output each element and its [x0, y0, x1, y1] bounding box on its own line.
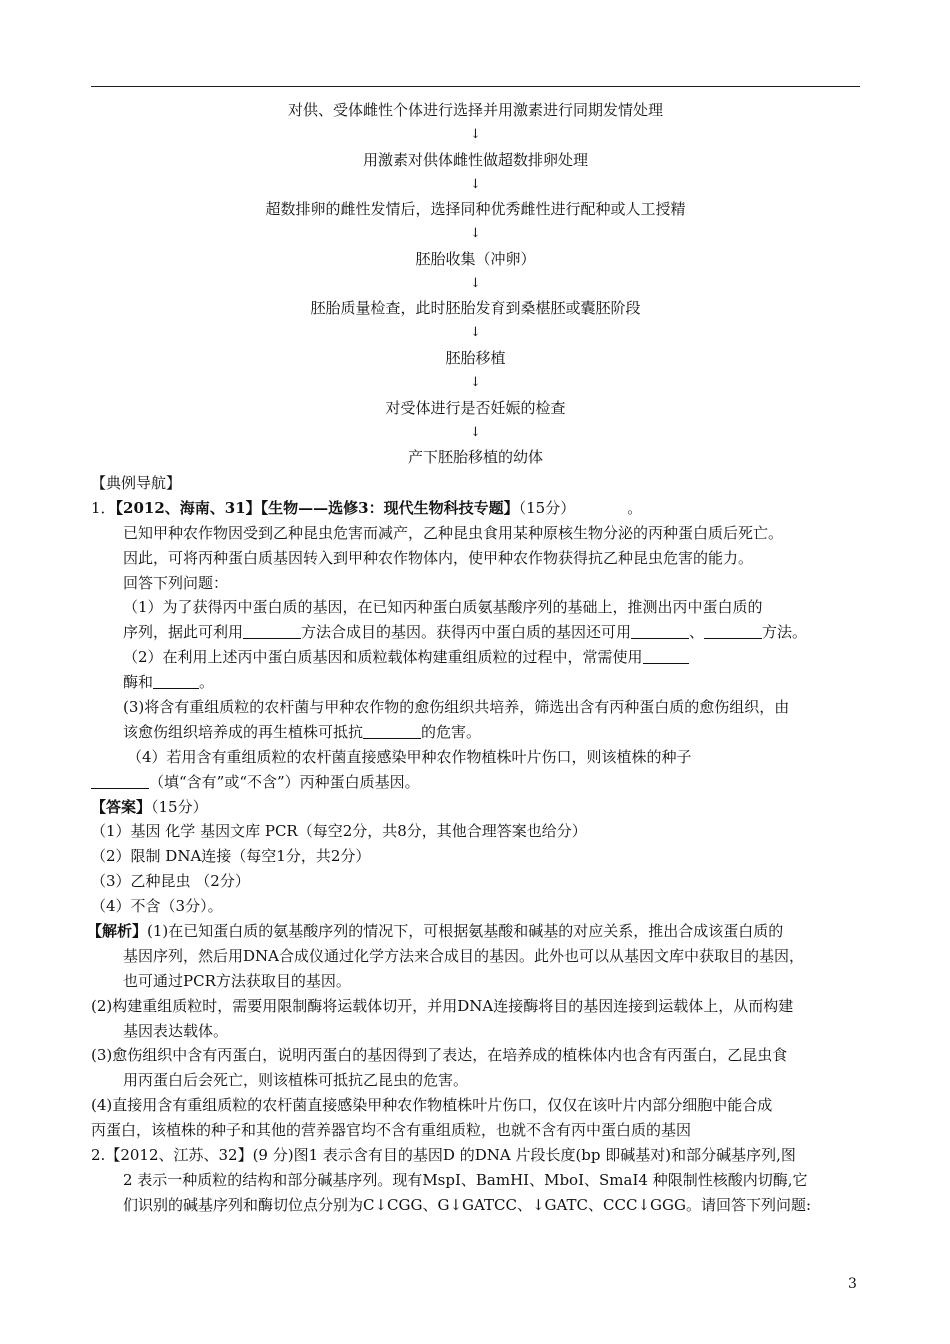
question-stem: 已知甲种农作物因受到乙种昆虫危害而减产，乙种昆虫食用某种原核生物分泌的丙种蛋白质后死亡。: [123, 523, 784, 542]
analysis-label: 【解析】: [87, 922, 148, 941]
flow-step: 胚胎质量检查，此时胚胎发育到桑椹胚或囊胚阶段: [310, 299, 641, 318]
down-arrow-icon: ↓: [470, 176, 481, 192]
text: 。: [199, 673, 215, 692]
header-rule: [91, 86, 860, 87]
question-2-line-3: 们识别的碱基序列和酶切位点分别为C↓CGG、G↓GATCC、↓GATC、CCC↓GGG。请回答下列问题:: [123, 1195, 812, 1214]
analysis-2: (2)构建重组质粒时，需要用限制酶将运载体切开，并用DNA连接酶将目的基因连接到运载体上，从而构建: [91, 996, 794, 1015]
down-arrow-icon: ↓: [470, 226, 481, 242]
down-arrow-icon: ↓: [470, 424, 481, 440]
question-number: 2.: [91, 1146, 106, 1165]
section-heading: 【典例导航】: [91, 474, 182, 492]
subquestion-3-cont: [91, 720, 866, 745]
answer-blank: [363, 723, 421, 739]
flow-step: 用激素对供体雌性做超数排卵处理: [362, 150, 588, 169]
flow-step: 胚胎移植: [445, 348, 506, 367]
analysis-1-cont: 也可通过PCR方法获取目的基因。: [123, 971, 351, 990]
subquestion-4: （4）若用含有重组质粒的农杆菌直接感染甲种农作物植株叶片伤口，则该植株的种子: [127, 747, 692, 766]
question-2-line-2: 2 表示一种质粒的结构和部分碱基序列。现有MspⅠ、BamHⅠ、MboⅠ、SmaⅠ4 种限制性核酸内切酶,它: [123, 1170, 808, 1189]
text: 【2012、江苏、32】(9 分)图1 表示含有目的基因D 的DNA 片段长度(bp 即碱基对)和部分碱基序列,图: [105, 1146, 796, 1165]
question-source: 【2012、海南、31】【生物——选修3：现代生物科技专题】: [115, 498, 519, 517]
answer-score: （15分）: [151, 797, 208, 816]
text: 、: [689, 623, 705, 642]
text: 序列，据此可利用: [123, 623, 244, 642]
text: (1)在已知蛋白质的氨基酸序列的情况下，可根据氨基酸和碱基的对应关系，推出合成该蛋白质的: [147, 922, 784, 941]
answer-line: （1）基因 化学 基因文库 PCR（每空2分，共8分，其他合理答案也给分）: [91, 822, 587, 841]
text: （2）在利用上述丙中蛋白质基因和质粒载体构建重组质粒的过程中，常需使用: [123, 648, 643, 667]
question-stem: 回答下列问题：: [123, 573, 229, 592]
answer-line: （2）限制 DNA连接（每空1分，共2分）: [91, 847, 371, 866]
text: （填“含有”或“不含”）丙种蛋白质基因。: [149, 772, 420, 791]
question-2-line-1: [91, 1143, 866, 1168]
answer-blank: [643, 648, 689, 664]
answer-line: （3）乙种昆虫 （2分）: [91, 872, 250, 891]
subquestion-4-cont: [91, 770, 866, 795]
text: 的危害。: [421, 722, 482, 741]
text: 方法。: [762, 623, 808, 642]
answer-blank: [704, 623, 762, 639]
answer-blank: [153, 673, 199, 689]
text: 该愈伤组织培养成的再生植株可抵抗: [123, 722, 364, 741]
answer-blank: [91, 773, 149, 789]
analysis-1: [87, 919, 866, 944]
flow-step: 对受体进行是否妊娠的检查: [385, 398, 566, 417]
question-number: 1．: [91, 498, 116, 517]
text: 酶和: [123, 673, 154, 692]
down-arrow-icon: ↓: [470, 275, 481, 291]
analysis-4-cont: 丙蛋白，该植株的种子和其他的营养器官均不含有重组质粒，也就不含有丙中蛋白质的基因: [91, 1121, 692, 1140]
flow-step: 超数排卵的雌性发情后，选择同种优秀雌性进行配种或人工授精: [265, 200, 686, 219]
analysis-1-cont: 基因序列，然后用DNA合成仪通过化学方法来合成目的基因。此外也可以从基因文库中获取目的基因，: [123, 946, 804, 965]
flow-step: 胚胎收集（冲卵）: [415, 249, 536, 268]
document-body: [87, 471, 866, 1218]
down-arrow-icon: ↓: [470, 325, 481, 341]
analysis-3-cont: 用丙蛋白后会死亡，则该植株可抵抗乙昆虫的危害。: [123, 1071, 469, 1090]
answer-blank: [243, 623, 301, 639]
page-number: 3: [848, 1276, 857, 1292]
answer-label: 【答案】: [91, 797, 152, 816]
embryo-transfer-flowchart: [91, 97, 860, 470]
question-1-header: [91, 496, 866, 521]
subquestion-2: [91, 645, 866, 670]
question-score: （15分）: [518, 498, 576, 517]
text: 方法合成目的基因。获得丙中蛋白质的基因还可用: [301, 623, 632, 642]
answer-line: （4）不含（3分）。: [91, 897, 223, 916]
subquestion-3: (3)将含有重组质粒的农杆菌与甲种农作物的愈伤组织共培养，筛选出含有丙种蛋白质的愈伤组织，由: [123, 698, 790, 717]
answer-header: [91, 795, 866, 820]
down-arrow-icon: ↓: [470, 374, 481, 390]
down-arrow-icon: ↓: [470, 127, 481, 142]
subquestion-1-cont: [91, 620, 866, 645]
analysis-3: (3)愈伤组织中含有丙蛋白，说明丙蛋白的基因得到了表达，在培养成的植株体内也含有丙蛋白，乙昆虫食: [91, 1046, 788, 1065]
analysis-4: (4)直接用含有重组质粒的农杆菌直接感染甲种农作物植株叶片伤口，仅仅在该叶片内部分细胞中能合成: [91, 1096, 773, 1115]
answer-blank: [631, 623, 689, 639]
question-stem: 因此，可将丙种蛋白质基因转入到甲种农作物体内，使甲种农作物获得抗乙种昆虫危害的能力。: [123, 548, 754, 567]
trailing-mark: 。: [627, 498, 643, 517]
subquestion-2-cont: [91, 670, 866, 695]
flow-step: 产下胚胎移植的幼体: [407, 448, 543, 467]
analysis-2-cont: 基因表达载体。: [123, 1021, 229, 1040]
flow-step: 对供、受体雌性个体进行选择并用激素进行同期发情处理: [287, 101, 663, 119]
subquestion-1: （1）为了获得丙中蛋白质的基因，在已知丙种蛋白质氨基酸序列的基础上，推测出丙中蛋白质的: [123, 598, 763, 617]
